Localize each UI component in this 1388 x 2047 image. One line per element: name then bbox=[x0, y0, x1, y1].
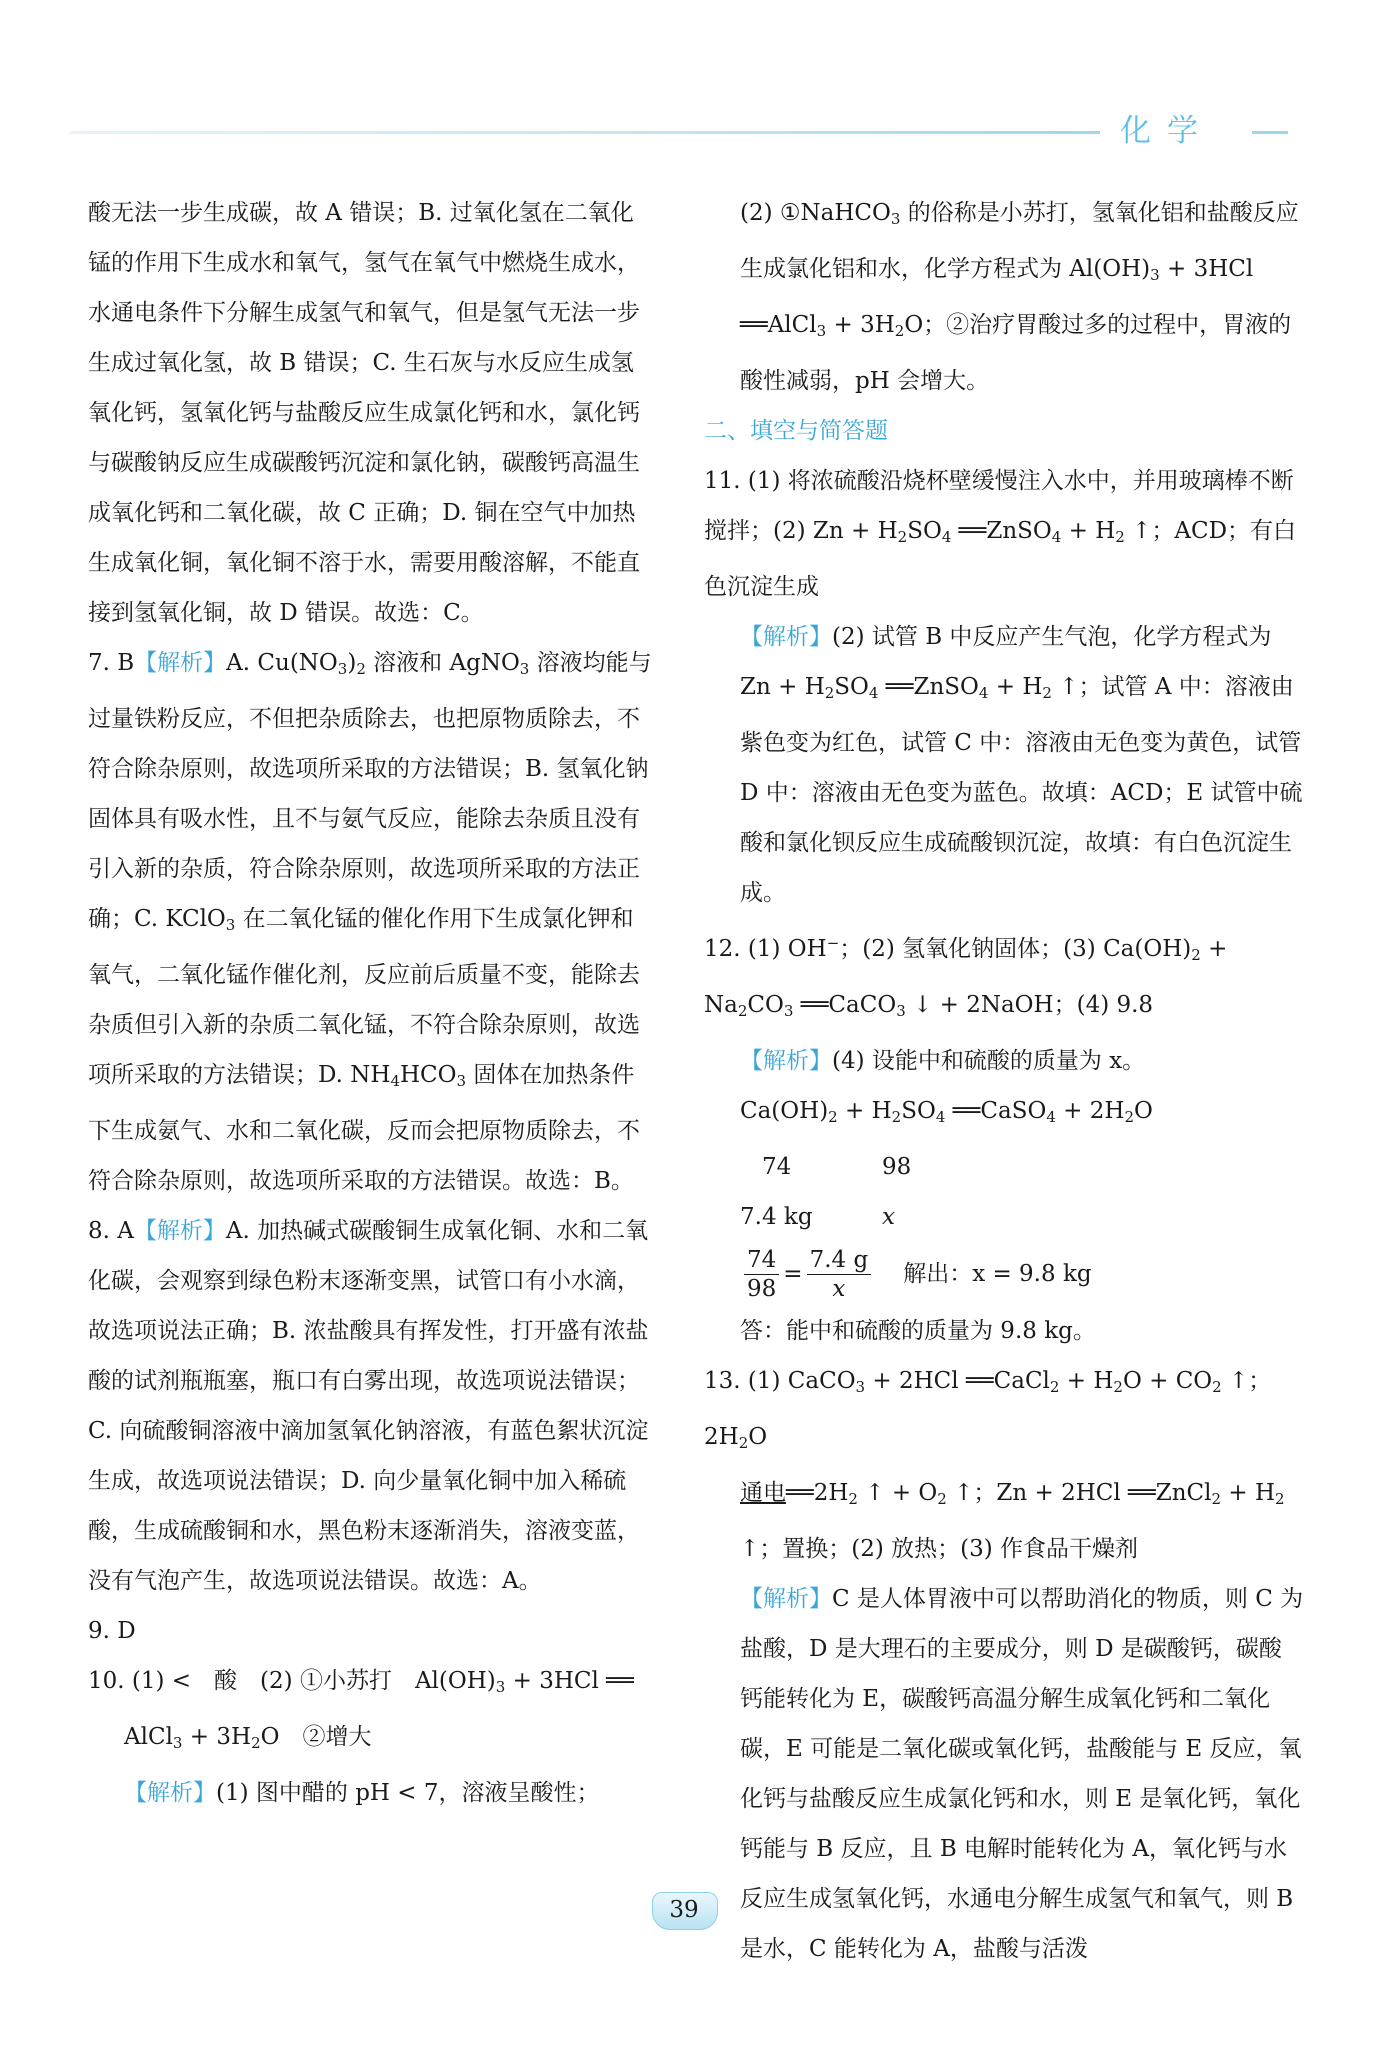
answer-continuation: 酸无法一步生成碳，故 A 错误；B. 过氧化氢在二氧化锰的作用下生成水和氧气，氢气在氧气中燃烧生成水，水通电条件下分解生成氢气和氧气，但是氢气无法一步生成过氧化氢，故 B 错误；C. 生石灰与水反应生成氢氧化钙，氢氧化钙与盐酸反应生成氯化钙和水，氯化钙与碳酸钠反应生成碳酸钙沉淀和氯化钠，碳酸钙高温生成氧化钙和二氧化碳，故 C 正确；D. 铜在空气中加热生成氧化铜，氧化铜不溶于水，需要用酸溶解，不能直接到氢氧化铜，故 D 错误。故选：C。 bbox=[88, 200, 640, 626]
q11-text: SO bbox=[907, 518, 942, 544]
molar-mass-row bbox=[704, 1142, 1304, 1192]
question-10-line2 bbox=[88, 1712, 656, 1768]
q7-number: 7. B bbox=[88, 650, 135, 676]
question-13 bbox=[704, 1356, 1304, 1468]
mass-ca-oh-2: 7.4 kg bbox=[740, 1204, 813, 1230]
reaction-equation bbox=[704, 1086, 1304, 1142]
solve-text: 解出：x = 9.8 kg bbox=[903, 1261, 1092, 1287]
subscript: 2 bbox=[1124, 1108, 1135, 1126]
subscript: 3 bbox=[896, 1002, 906, 1020]
subscript: 3 bbox=[783, 1002, 794, 1020]
q10-text: 的俗称是小苏打，氢氧化铝和盐酸反应生成氯化铝和水，化学方程式为 Al(OH) bbox=[740, 200, 1299, 282]
subscript: 2 bbox=[824, 684, 835, 702]
subscript: 4 bbox=[390, 1072, 400, 1090]
q10-analysis-text: (1) 图中醋的 pH < 7，溶液呈酸性； bbox=[216, 1780, 600, 1806]
equation-text: Ca(OH) bbox=[740, 1098, 829, 1124]
page-header bbox=[0, 0, 1388, 160]
q13-text: O + CO bbox=[1122, 1368, 1213, 1394]
q11-text: ↑；ACD；有白色沉淀生成 bbox=[704, 518, 1297, 600]
question-13-analysis bbox=[704, 1574, 1304, 1974]
q11-analysis-text: (2) 试管 B 中反应产生气泡，化学方程式为 Zn + H bbox=[740, 624, 1272, 700]
subscript: 2 bbox=[1191, 946, 1201, 964]
q12-text: ══CaCO bbox=[793, 992, 897, 1018]
q7-text: A. Cu(NO bbox=[226, 650, 338, 676]
question-10-continued bbox=[704, 188, 1304, 406]
page-number: 39 bbox=[669, 1897, 699, 1923]
q10-text: + 3H bbox=[826, 312, 895, 338]
q10-text: AlCl bbox=[124, 1724, 173, 1750]
q13-text: ══2H bbox=[786, 1480, 849, 1506]
q10-text: O ②增大 bbox=[260, 1724, 372, 1750]
subscript: 4 bbox=[1046, 1108, 1056, 1126]
equation-text: O bbox=[1134, 1098, 1153, 1124]
analysis-tag: 【解析】 bbox=[740, 1048, 832, 1074]
subscript: 2 bbox=[356, 660, 366, 678]
question-7 bbox=[88, 638, 656, 1206]
header-decor-line bbox=[70, 131, 1100, 134]
section-title: 二、填空与简答题 bbox=[704, 418, 888, 444]
mass-row bbox=[704, 1192, 1304, 1242]
subscript: 2 bbox=[848, 1490, 858, 1508]
q8-number: 8. A bbox=[88, 1218, 134, 1244]
equation-text: ══CaSO bbox=[945, 1098, 1047, 1124]
header-decor-line-right bbox=[1252, 131, 1288, 134]
equation-text: + H bbox=[837, 1098, 892, 1124]
right-column bbox=[704, 188, 1304, 1974]
subscript: 3 bbox=[890, 210, 901, 228]
q13-text: O bbox=[748, 1424, 768, 1450]
subscript: 4 bbox=[868, 684, 879, 702]
mass-unknown: x bbox=[882, 1204, 895, 1230]
question-13-line2 bbox=[704, 1468, 1304, 1574]
subscript: 3 bbox=[337, 660, 348, 678]
q12-analysis-text: (4) 设能中和硫酸的质量为 x。 bbox=[832, 1048, 1146, 1074]
reaction-condition: 通电 bbox=[740, 1480, 786, 1506]
subscript: 3 bbox=[1150, 266, 1160, 284]
q12-text: ↓ + 2NaOH；(4) 9.8 bbox=[905, 992, 1154, 1018]
question-8 bbox=[88, 1206, 656, 1606]
subscript: 2 bbox=[1211, 1490, 1222, 1508]
equation-text: SO bbox=[901, 1098, 936, 1124]
subscript: 2 bbox=[251, 1734, 261, 1752]
subscript: 2 bbox=[894, 322, 905, 340]
q13-text: ↑；Zn + 2HCl ══ZnCl bbox=[946, 1480, 1212, 1506]
q7-text: ) bbox=[347, 650, 357, 676]
subscript: 2 bbox=[1212, 1378, 1222, 1396]
molar-mass-ca-oh-2: 74 bbox=[762, 1154, 792, 1180]
left-column bbox=[88, 188, 656, 1818]
question-11-analysis bbox=[704, 612, 1304, 918]
q12-text: CO bbox=[747, 992, 784, 1018]
subscript: 3 bbox=[816, 322, 827, 340]
q10-text: O；②治疗胃酸过多的过程中，胃液的酸性减弱，pH 会增大。 bbox=[740, 312, 1292, 394]
q11-text: 11. (1) 将浓硫酸沿烧杯壁缓慢注入水中，并用玻璃棒不断搅拌；(2) Zn + H bbox=[704, 468, 1294, 544]
question-12 bbox=[704, 918, 1304, 1036]
subscript: 4 bbox=[978, 684, 989, 702]
subscript: 2 bbox=[737, 1002, 748, 1020]
q12-text: ；(2) 氢氧化钠固体；(3) Ca(OH) bbox=[839, 936, 1192, 962]
subscript: 2 bbox=[891, 1108, 902, 1126]
q8-text: A. 加热碱式碳酸铜生成氧化铜、水和二氧化碳，会观察到绿色粉末逐渐变黑，试管口有小水滴，故选项说法正确；B. 浓盐酸具有挥发性，打开盛有浓盐酸的试剂瓶瓶塞，瓶口有白雾出现，故选项说法错误；C. 向硫酸铜溶液中滴加氢氧化钠溶液，有蓝色絮状沉淀生成，故选项说法错误；D. 向少量氧化铜中加入稀硫酸，生成硫酸铜和水，黑色粉末逐渐消失，溶液变蓝，没有气泡产生，故选项说法错误。故选：A。 bbox=[88, 1218, 649, 1594]
analysis-tag: 【解析】 bbox=[740, 624, 832, 650]
fraction-molar bbox=[744, 1246, 779, 1303]
fraction-numerator: 74 bbox=[744, 1246, 779, 1275]
q13-text: ↑ + O bbox=[857, 1480, 938, 1506]
subscript: 4 bbox=[941, 528, 952, 546]
subscript: 2 bbox=[738, 1434, 749, 1452]
q12-text: + Na bbox=[704, 936, 1228, 1018]
subscript: 4 bbox=[935, 1108, 946, 1126]
fraction-numerator: 7.4 g bbox=[807, 1246, 872, 1275]
q7-text: HCO bbox=[399, 1062, 457, 1088]
q13-text: ↑；2H bbox=[704, 1368, 1272, 1450]
equation-text: + 2H bbox=[1055, 1098, 1125, 1124]
q11-analysis-text: ↑；试管 A 中：溶液由紫色变为红色，试管 C 中：溶液由无色变为黄色，试管 D 中：溶液由无色变为蓝色。故填：ACD；E 试管中硫酸和氯化钡反应生成硫酸钡沉淀，故填：有白色沉淀生成。 bbox=[740, 674, 1303, 906]
q11-text: ══ZnSO bbox=[951, 518, 1052, 544]
answer-statement: 答：能中和硫酸的质量为 9.8 kg。 bbox=[740, 1318, 1096, 1344]
subscript: 2 bbox=[897, 528, 908, 546]
q13-text: + H bbox=[1059, 1368, 1114, 1394]
subscript: 3 bbox=[172, 1734, 183, 1752]
q13-analysis-text: C 是人体胃液中可以帮助消化的物质，则 C 为盐酸，D 是大理石的主要成分，则 D 是碳酸钙，碳酸钙能转化为 E，碳酸钙高温分解生成氧化钙和二氧化碳，E 可能是二氧化碳或氧化钙，盐酸能与 E 反应，氧化钙与盐酸反应生成氯化钙和水，则 E 是氧化钙，氧化钙能与 B 反应，且 B 电解时能转化为 A，氧化钙与水反应生成氢氧化钙，水通电分解生成氢气和氧气，则 B 是水，C 能转化为 A，盐酸与活泼 bbox=[740, 1586, 1304, 1962]
q7-text: 溶液均能与过量铁粉反应，不但把杂质除去，也把原物质除去，不符合除杂原则，故选项所采取的方法错误；B. 氢氧化钠固体具有吸水性，且不与氨气反应，能除去杂质且没有引入新的杂质，符合除杂原则，故选项所采取的方法正确；C. KClO bbox=[88, 650, 652, 932]
subscript: 3 bbox=[495, 1678, 506, 1696]
subscript: 2 bbox=[1113, 1378, 1123, 1396]
fraction-mass bbox=[807, 1246, 872, 1303]
proportion-row bbox=[704, 1242, 1304, 1306]
question-10 bbox=[88, 1656, 656, 1712]
question-12-analysis bbox=[704, 1036, 1304, 1086]
question-11 bbox=[704, 456, 1304, 612]
q7-text: 溶液和 AgNO bbox=[365, 650, 520, 676]
subscript: 2 bbox=[1049, 1378, 1060, 1396]
subscript: 2 bbox=[1115, 528, 1125, 546]
q10-text: + 3HCl ══ bbox=[505, 1668, 634, 1694]
molar-mass-h2so4: 98 bbox=[882, 1154, 912, 1180]
question-10-analysis bbox=[88, 1768, 656, 1818]
subscript: 2 bbox=[937, 1490, 947, 1508]
q13-text: 13. (1) CaCO bbox=[704, 1368, 856, 1394]
q7-text: 固体在加热条件下生成氨气、水和二氧化碳，反而会把原物质除去，不符合除杂原则，故选项所采取的方法错误。故选：B。 bbox=[88, 1062, 640, 1194]
equals-sign: = bbox=[783, 1261, 803, 1287]
fraction-denominator: x bbox=[832, 1275, 846, 1302]
header-subject: 化学 bbox=[1120, 113, 1214, 149]
q13-text: + H bbox=[1221, 1480, 1275, 1506]
q10-text: (2) ①NaHCO bbox=[740, 200, 891, 226]
analysis-tag: 【解析】 bbox=[133, 1218, 226, 1244]
analysis-tag: 【解析】 bbox=[740, 1586, 832, 1612]
q13-text: + 2HCl ══CaCl bbox=[865, 1368, 1050, 1394]
q10-text: + 3H bbox=[182, 1724, 252, 1750]
q11-analysis-text: ══ZnSO bbox=[878, 674, 979, 700]
subscript: 2 bbox=[1042, 684, 1052, 702]
q7-text: 在二氧化锰的催化作用下生成氯化钾和氧气，二氧化锰作催化剂，反应前后质量不变，能除去杂质但引入新的杂质二氧化锰，不符合除杂原则，故选项所采取的方法错误；D. NH bbox=[88, 906, 640, 1088]
q12-text: 12. (1) OH bbox=[704, 936, 827, 962]
subscript: 3 bbox=[225, 916, 236, 934]
subscript: 3 bbox=[855, 1378, 866, 1396]
fraction-denominator: 98 bbox=[747, 1275, 777, 1302]
q13-text: ↑；置换；(2) 放热；(3) 作食品干燥剂 bbox=[740, 1536, 1139, 1562]
q11-analysis-text: + H bbox=[988, 674, 1043, 700]
q10-text: + 3HCl ══AlCl bbox=[740, 256, 1254, 338]
subscript: 4 bbox=[1051, 528, 1062, 546]
subscript: 2 bbox=[1275, 1490, 1285, 1508]
subscript: 3 bbox=[519, 660, 530, 678]
analysis-tag: 【解析】 bbox=[134, 650, 227, 676]
subscript: 3 bbox=[456, 1072, 467, 1090]
q10-text: 10. (1) < 酸 (2) ①小苏打 Al(OH) bbox=[88, 1668, 496, 1694]
superscript: − bbox=[826, 934, 840, 952]
q11-text: + H bbox=[1061, 518, 1116, 544]
q11-analysis-text: SO bbox=[834, 674, 869, 700]
analysis-tag: 【解析】 bbox=[124, 1780, 216, 1806]
subscript: 2 bbox=[828, 1108, 838, 1126]
page-number-footer bbox=[630, 1890, 740, 1936]
question-9: 9. D bbox=[88, 1618, 136, 1644]
